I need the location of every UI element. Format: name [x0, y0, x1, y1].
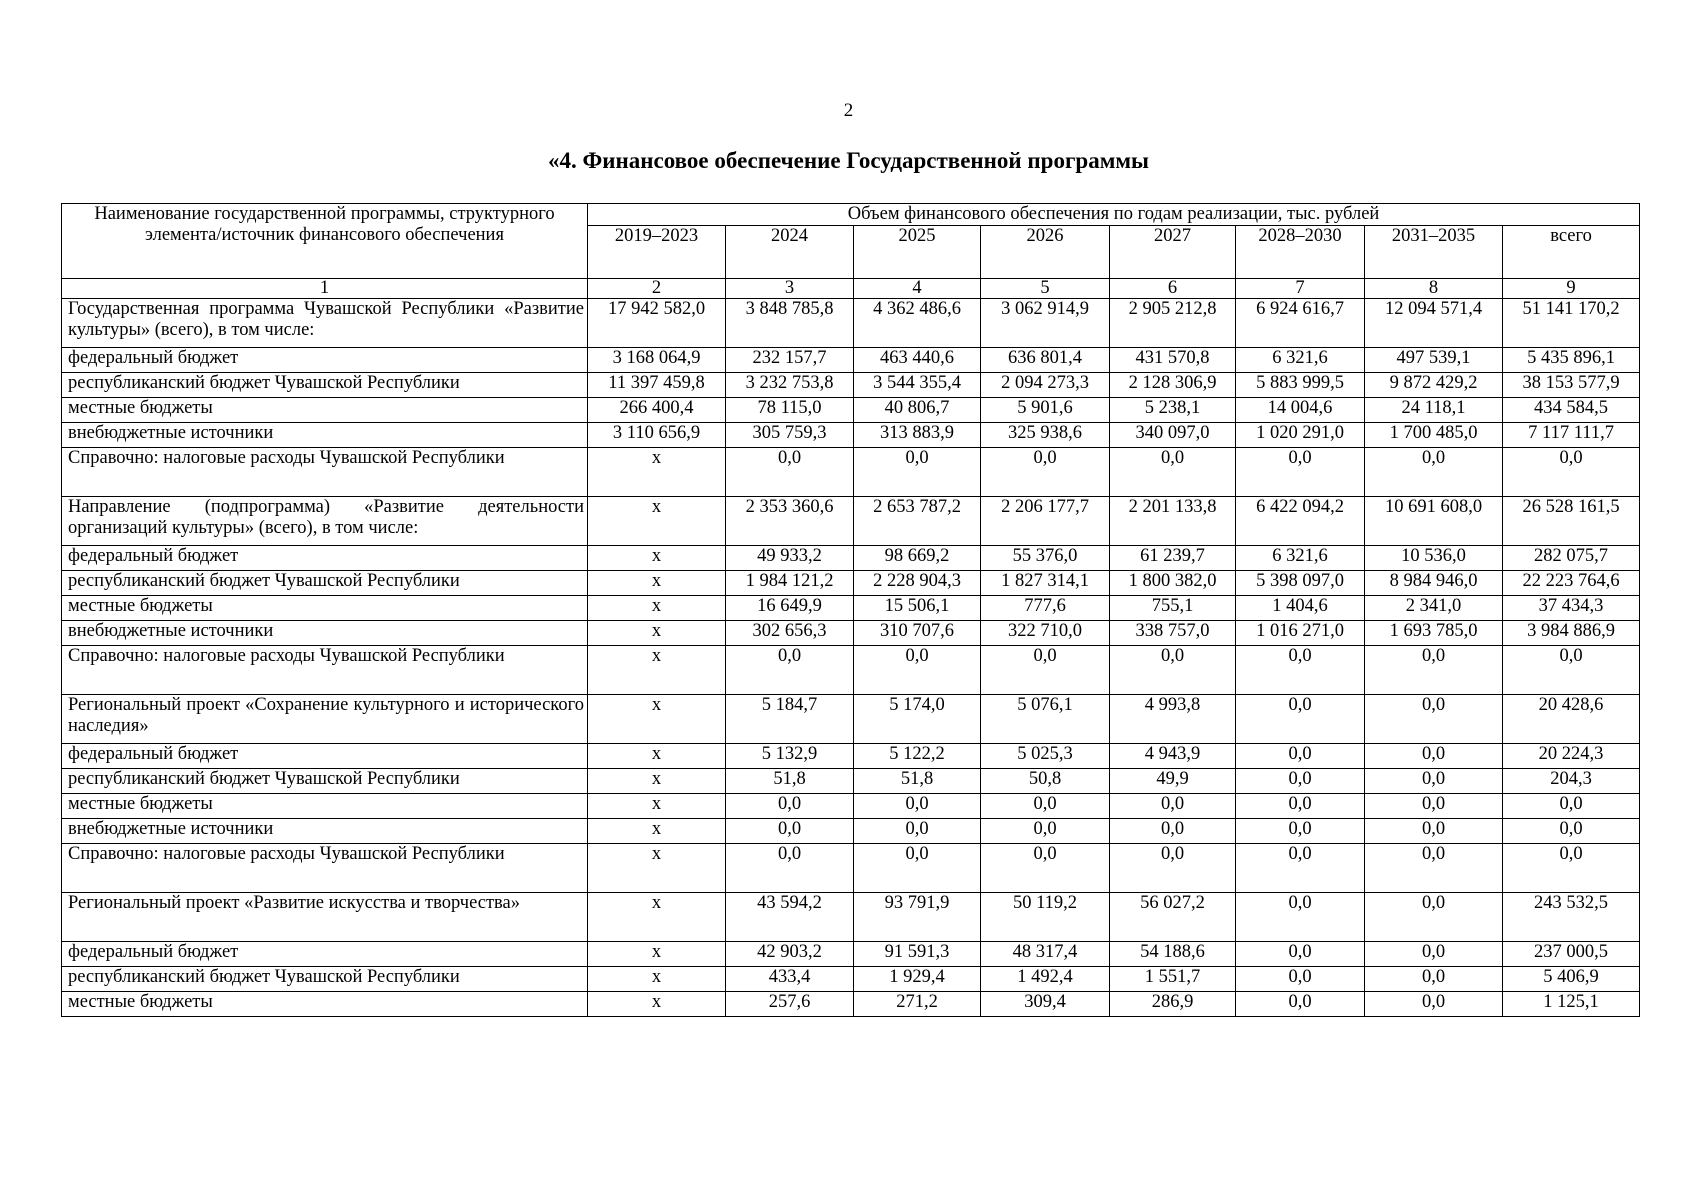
row-value: 310 707,6 [854, 621, 981, 646]
row-value: 0,0 [726, 646, 854, 695]
row-value: 3 110 656,9 [588, 423, 726, 448]
row-value: 0,0 [1365, 794, 1503, 819]
row-name: внебюджетные источники [62, 423, 588, 448]
table-row [62, 992, 1640, 1017]
row-value: 232 157,7 [726, 348, 854, 373]
table-body [62, 299, 1640, 1017]
row-value: 50 119,2 [981, 893, 1110, 942]
row-value: 0,0 [1365, 769, 1503, 794]
page-number: 2 [843, 100, 854, 121]
row-value: 2 228 904,3 [854, 571, 981, 596]
row-value: 2 201 133,8 [1110, 497, 1236, 546]
table-row [62, 893, 1640, 942]
row-value: 2 353 360,6 [726, 497, 854, 546]
row-value: 1 020 291,0 [1236, 423, 1365, 448]
row-name: Государственная программа Чувашской Республики «Развитие культуры» (всего), в том числе: [62, 299, 588, 348]
row-value: 14 004,6 [1236, 398, 1365, 423]
row-value: 5 238,1 [1110, 398, 1236, 423]
row-value: 0,0 [1236, 794, 1365, 819]
year-header: 2027 [1110, 226, 1236, 279]
row-value: 777,6 [981, 596, 1110, 621]
row-value: 338 757,0 [1110, 621, 1236, 646]
row-value: 40 806,7 [854, 398, 981, 423]
column-number: 1 [62, 279, 588, 299]
row-name: внебюджетные источники [62, 819, 588, 844]
row-value: 0,0 [1503, 448, 1640, 497]
document-title: «4. Финансовое обеспечение Государственной программы [548, 148, 1149, 173]
row-value: 17 942 582,0 [588, 299, 726, 348]
column-number-row [62, 279, 1640, 299]
row-value: 6 422 094,2 [1236, 497, 1365, 546]
row-value: 0,0 [854, 844, 981, 893]
year-header: 2019–2023 [588, 226, 726, 279]
name-column-header: Наименование государственной программы, структурного элемента/источник финансового обеспечения [62, 204, 588, 279]
row-value: 0,0 [854, 819, 981, 844]
row-value: 0,0 [1365, 992, 1503, 1017]
row-value: 3 544 355,4 [854, 373, 981, 398]
row-value: 0,0 [1365, 744, 1503, 769]
row-value: 6 924 616,7 [1236, 299, 1365, 348]
row-value: 10 691 608,0 [1365, 497, 1503, 546]
row-value: 0,0 [1236, 695, 1365, 744]
row-value: 431 570,8 [1110, 348, 1236, 373]
row-value: 43 594,2 [726, 893, 854, 942]
row-name: Направление (подпрограмма) «Развитие деятельности организаций культуры» (всего), в том числе: [62, 497, 588, 546]
row-value: 5 076,1 [981, 695, 1110, 744]
row-value: x [588, 893, 726, 942]
table-row [62, 423, 1640, 448]
row-value: 16 649,9 [726, 596, 854, 621]
row-value: 0,0 [1110, 448, 1236, 497]
row-value: 243 532,5 [1503, 893, 1640, 942]
row-value: 37 434,3 [1503, 596, 1640, 621]
row-value: 0,0 [1236, 967, 1365, 992]
row-value: 266 400,4 [588, 398, 726, 423]
row-value: 0,0 [1503, 844, 1640, 893]
row-name: федеральный бюджет [62, 744, 588, 769]
row-name: Региональный проект «Развитие искусства и творчества» [62, 893, 588, 942]
row-value: 1 551,7 [1110, 967, 1236, 992]
row-value: x [588, 695, 726, 744]
row-value: x [588, 942, 726, 967]
row-value: 305 759,3 [726, 423, 854, 448]
row-value: 20 428,6 [1503, 695, 1640, 744]
row-value: 0,0 [1365, 942, 1503, 967]
row-value: 5 122,2 [854, 744, 981, 769]
row-value: x [588, 596, 726, 621]
row-value: 0,0 [1365, 819, 1503, 844]
row-value: 1 404,6 [1236, 596, 1365, 621]
row-name: федеральный бюджет [62, 348, 588, 373]
row-value: 282 075,7 [1503, 546, 1640, 571]
table-row [62, 621, 1640, 646]
row-value: 0,0 [981, 844, 1110, 893]
row-value: 0,0 [1236, 844, 1365, 893]
column-number: 4 [854, 279, 981, 299]
row-value: 3 984 886,9 [1503, 621, 1640, 646]
year-header: 2031–2035 [1365, 226, 1503, 279]
row-value: 20 224,3 [1503, 744, 1640, 769]
row-name: Региональный проект «Сохранение культурного и исторического наследия» [62, 695, 588, 744]
row-value: 5 883 999,5 [1236, 373, 1365, 398]
row-value: 0,0 [1365, 646, 1503, 695]
row-value: 8 984 946,0 [1365, 571, 1503, 596]
row-value: 26 528 161,5 [1503, 497, 1640, 546]
row-value: 1 016 271,0 [1236, 621, 1365, 646]
row-value: 49,9 [1110, 769, 1236, 794]
row-value: 0,0 [1503, 646, 1640, 695]
row-name: местные бюджеты [62, 992, 588, 1017]
row-value: 5 132,9 [726, 744, 854, 769]
row-value: 0,0 [1503, 819, 1640, 844]
row-value: x [588, 769, 726, 794]
row-value: 42 903,2 [726, 942, 854, 967]
row-value: 61 239,7 [1110, 546, 1236, 571]
row-value: 0,0 [1365, 967, 1503, 992]
row-value: 0,0 [854, 646, 981, 695]
column-number: 6 [1110, 279, 1236, 299]
row-value: 3 232 753,8 [726, 373, 854, 398]
row-value: 1 700 485,0 [1365, 423, 1503, 448]
row-value: 2 341,0 [1365, 596, 1503, 621]
row-value: 0,0 [1236, 448, 1365, 497]
row-value: 0,0 [1110, 646, 1236, 695]
column-number: 7 [1236, 279, 1365, 299]
row-name: Справочно: налоговые расходы Чувашской Республики [62, 844, 588, 893]
row-value: 0,0 [726, 448, 854, 497]
row-value: 433,4 [726, 967, 854, 992]
row-value: 56 027,2 [1110, 893, 1236, 942]
row-value: 0,0 [1236, 646, 1365, 695]
row-value: 0,0 [1236, 893, 1365, 942]
row-value: 0,0 [1365, 448, 1503, 497]
row-value: 0,0 [1110, 819, 1236, 844]
row-name: федеральный бюджет [62, 942, 588, 967]
row-value: 5 174,0 [854, 695, 981, 744]
row-value: 340 097,0 [1110, 423, 1236, 448]
row-value: 0,0 [981, 448, 1110, 497]
row-value: x [588, 794, 726, 819]
row-value: 2 653 787,2 [854, 497, 981, 546]
row-name: республиканский бюджет Чувашской Республики [62, 373, 588, 398]
column-number: 9 [1503, 279, 1640, 299]
row-value: 302 656,3 [726, 621, 854, 646]
table-row [62, 744, 1640, 769]
table-row [62, 819, 1640, 844]
row-value: 5 901,6 [981, 398, 1110, 423]
table-row [62, 942, 1640, 967]
row-value: 2 206 177,7 [981, 497, 1110, 546]
row-value: 7 117 111,7 [1503, 423, 1640, 448]
table-row [62, 299, 1640, 348]
row-value: 1 929,4 [854, 967, 981, 992]
row-value: 54 188,6 [1110, 942, 1236, 967]
year-header: всего [1503, 226, 1640, 279]
row-value: 0,0 [1503, 794, 1640, 819]
row-value: 55 376,0 [981, 546, 1110, 571]
row-value: 93 791,9 [854, 893, 981, 942]
year-header: 2025 [854, 226, 981, 279]
row-value: 0,0 [1236, 769, 1365, 794]
row-value: 2 905 212,8 [1110, 299, 1236, 348]
table-row [62, 844, 1640, 893]
row-value: 0,0 [726, 844, 854, 893]
column-number: 5 [981, 279, 1110, 299]
table-row [62, 497, 1640, 546]
row-value: 325 938,6 [981, 423, 1110, 448]
financing-group-header: Объем финансового обеспечения по годам реализации, тыс. рублей [588, 204, 1640, 226]
row-name: внебюджетные источники [62, 621, 588, 646]
row-value: 0,0 [1365, 893, 1503, 942]
row-value: 0,0 [726, 819, 854, 844]
row-value: 0,0 [1236, 819, 1365, 844]
row-value: x [588, 744, 726, 769]
row-value: 9 872 429,2 [1365, 373, 1503, 398]
row-value: 1 693 785,0 [1365, 621, 1503, 646]
table-row [62, 348, 1640, 373]
table-row [62, 448, 1640, 497]
row-value: 0,0 [981, 794, 1110, 819]
row-value: 6 321,6 [1236, 348, 1365, 373]
column-number: 8 [1365, 279, 1503, 299]
row-value: 0,0 [1365, 844, 1503, 893]
column-number: 3 [726, 279, 854, 299]
header-row-group [62, 204, 1640, 226]
row-value: 204,3 [1503, 769, 1640, 794]
row-value: 0,0 [1236, 992, 1365, 1017]
table-row [62, 373, 1640, 398]
row-value: x [588, 646, 726, 695]
row-value: 309,4 [981, 992, 1110, 1017]
table-row [62, 794, 1640, 819]
row-value: 5 398 097,0 [1236, 571, 1365, 596]
row-value: 5 435 896,1 [1503, 348, 1640, 373]
table-row [62, 571, 1640, 596]
financing-table [61, 203, 1640, 1017]
row-value: 5 406,9 [1503, 967, 1640, 992]
row-value: 0,0 [981, 646, 1110, 695]
row-value: 5 025,3 [981, 744, 1110, 769]
row-value: 4 993,8 [1110, 695, 1236, 744]
row-value: 51,8 [726, 769, 854, 794]
row-value: x [588, 546, 726, 571]
row-value: x [588, 844, 726, 893]
row-value: x [588, 992, 726, 1017]
row-value: 51 141 170,2 [1503, 299, 1640, 348]
row-value: x [588, 819, 726, 844]
row-value: 38 153 577,9 [1503, 373, 1640, 398]
row-value: 1 492,4 [981, 967, 1110, 992]
row-value: 3 848 785,8 [726, 299, 854, 348]
table-header [62, 204, 1640, 299]
row-value: 322 710,0 [981, 621, 1110, 646]
row-value: 755,1 [1110, 596, 1236, 621]
table-row [62, 967, 1640, 992]
table-row [62, 398, 1640, 423]
row-value: 0,0 [1365, 695, 1503, 744]
row-value: 2 094 273,3 [981, 373, 1110, 398]
row-value: x [588, 448, 726, 497]
row-name: Справочно: налоговые расходы Чувашской Республики [62, 448, 588, 497]
table-row [62, 695, 1640, 744]
row-value: 0,0 [854, 794, 981, 819]
row-value: 11 397 459,8 [588, 373, 726, 398]
row-value: 3 168 064,9 [588, 348, 726, 373]
column-number: 2 [588, 279, 726, 299]
row-value: 1 800 382,0 [1110, 571, 1236, 596]
row-value: 15 506,1 [854, 596, 981, 621]
row-value: 286,9 [1110, 992, 1236, 1017]
row-name: федеральный бюджет [62, 546, 588, 571]
row-value: x [588, 571, 726, 596]
row-value: 6 321,6 [1236, 546, 1365, 571]
row-value: 0,0 [854, 448, 981, 497]
year-header: 2026 [981, 226, 1110, 279]
row-value: 48 317,4 [981, 942, 1110, 967]
row-name: республиканский бюджет Чувашской Республики [62, 769, 588, 794]
row-value: 3 062 914,9 [981, 299, 1110, 348]
row-value: x [588, 497, 726, 546]
row-value: 0,0 [1236, 942, 1365, 967]
table-row [62, 769, 1640, 794]
row-value: 463 440,6 [854, 348, 981, 373]
row-name: Справочно: налоговые расходы Чувашской Республики [62, 646, 588, 695]
row-value: x [588, 967, 726, 992]
table-row [62, 646, 1640, 695]
row-value: 271,2 [854, 992, 981, 1017]
row-name: местные бюджеты [62, 596, 588, 621]
table-row [62, 546, 1640, 571]
row-value: 237 000,5 [1503, 942, 1640, 967]
row-name: местные бюджеты [62, 794, 588, 819]
year-header: 2024 [726, 226, 854, 279]
row-value: 4 362 486,6 [854, 299, 981, 348]
table-row [62, 596, 1640, 621]
row-value: 50,8 [981, 769, 1110, 794]
row-value: 12 094 571,4 [1365, 299, 1503, 348]
row-value: 2 128 306,9 [1110, 373, 1236, 398]
row-value: 0,0 [1236, 744, 1365, 769]
row-value: 0,0 [726, 794, 854, 819]
row-value: 10 536,0 [1365, 546, 1503, 571]
row-value: 0,0 [1110, 794, 1236, 819]
row-name: республиканский бюджет Чувашской Республики [62, 571, 588, 596]
row-value: 1 984 121,2 [726, 571, 854, 596]
row-value: 257,6 [726, 992, 854, 1017]
row-value: 636 801,4 [981, 348, 1110, 373]
row-name: республиканский бюджет Чувашской Республики [62, 967, 588, 992]
row-value: 1 827 314,1 [981, 571, 1110, 596]
row-value: 51,8 [854, 769, 981, 794]
row-value: 22 223 764,6 [1503, 571, 1640, 596]
row-value: 78 115,0 [726, 398, 854, 423]
row-value: 497 539,1 [1365, 348, 1503, 373]
row-value: 4 943,9 [1110, 744, 1236, 769]
row-value: 0,0 [1110, 844, 1236, 893]
row-value: 91 591,3 [854, 942, 981, 967]
row-value: 0,0 [981, 819, 1110, 844]
row-value: 24 118,1 [1365, 398, 1503, 423]
year-header: 2028–2030 [1236, 226, 1365, 279]
row-value: 49 933,2 [726, 546, 854, 571]
row-value: 98 669,2 [854, 546, 981, 571]
row-value: 313 883,9 [854, 423, 981, 448]
row-value: 1 125,1 [1503, 992, 1640, 1017]
row-value: 5 184,7 [726, 695, 854, 744]
row-name: местные бюджеты [62, 398, 588, 423]
row-value: x [588, 621, 726, 646]
row-value: 434 584,5 [1503, 398, 1640, 423]
